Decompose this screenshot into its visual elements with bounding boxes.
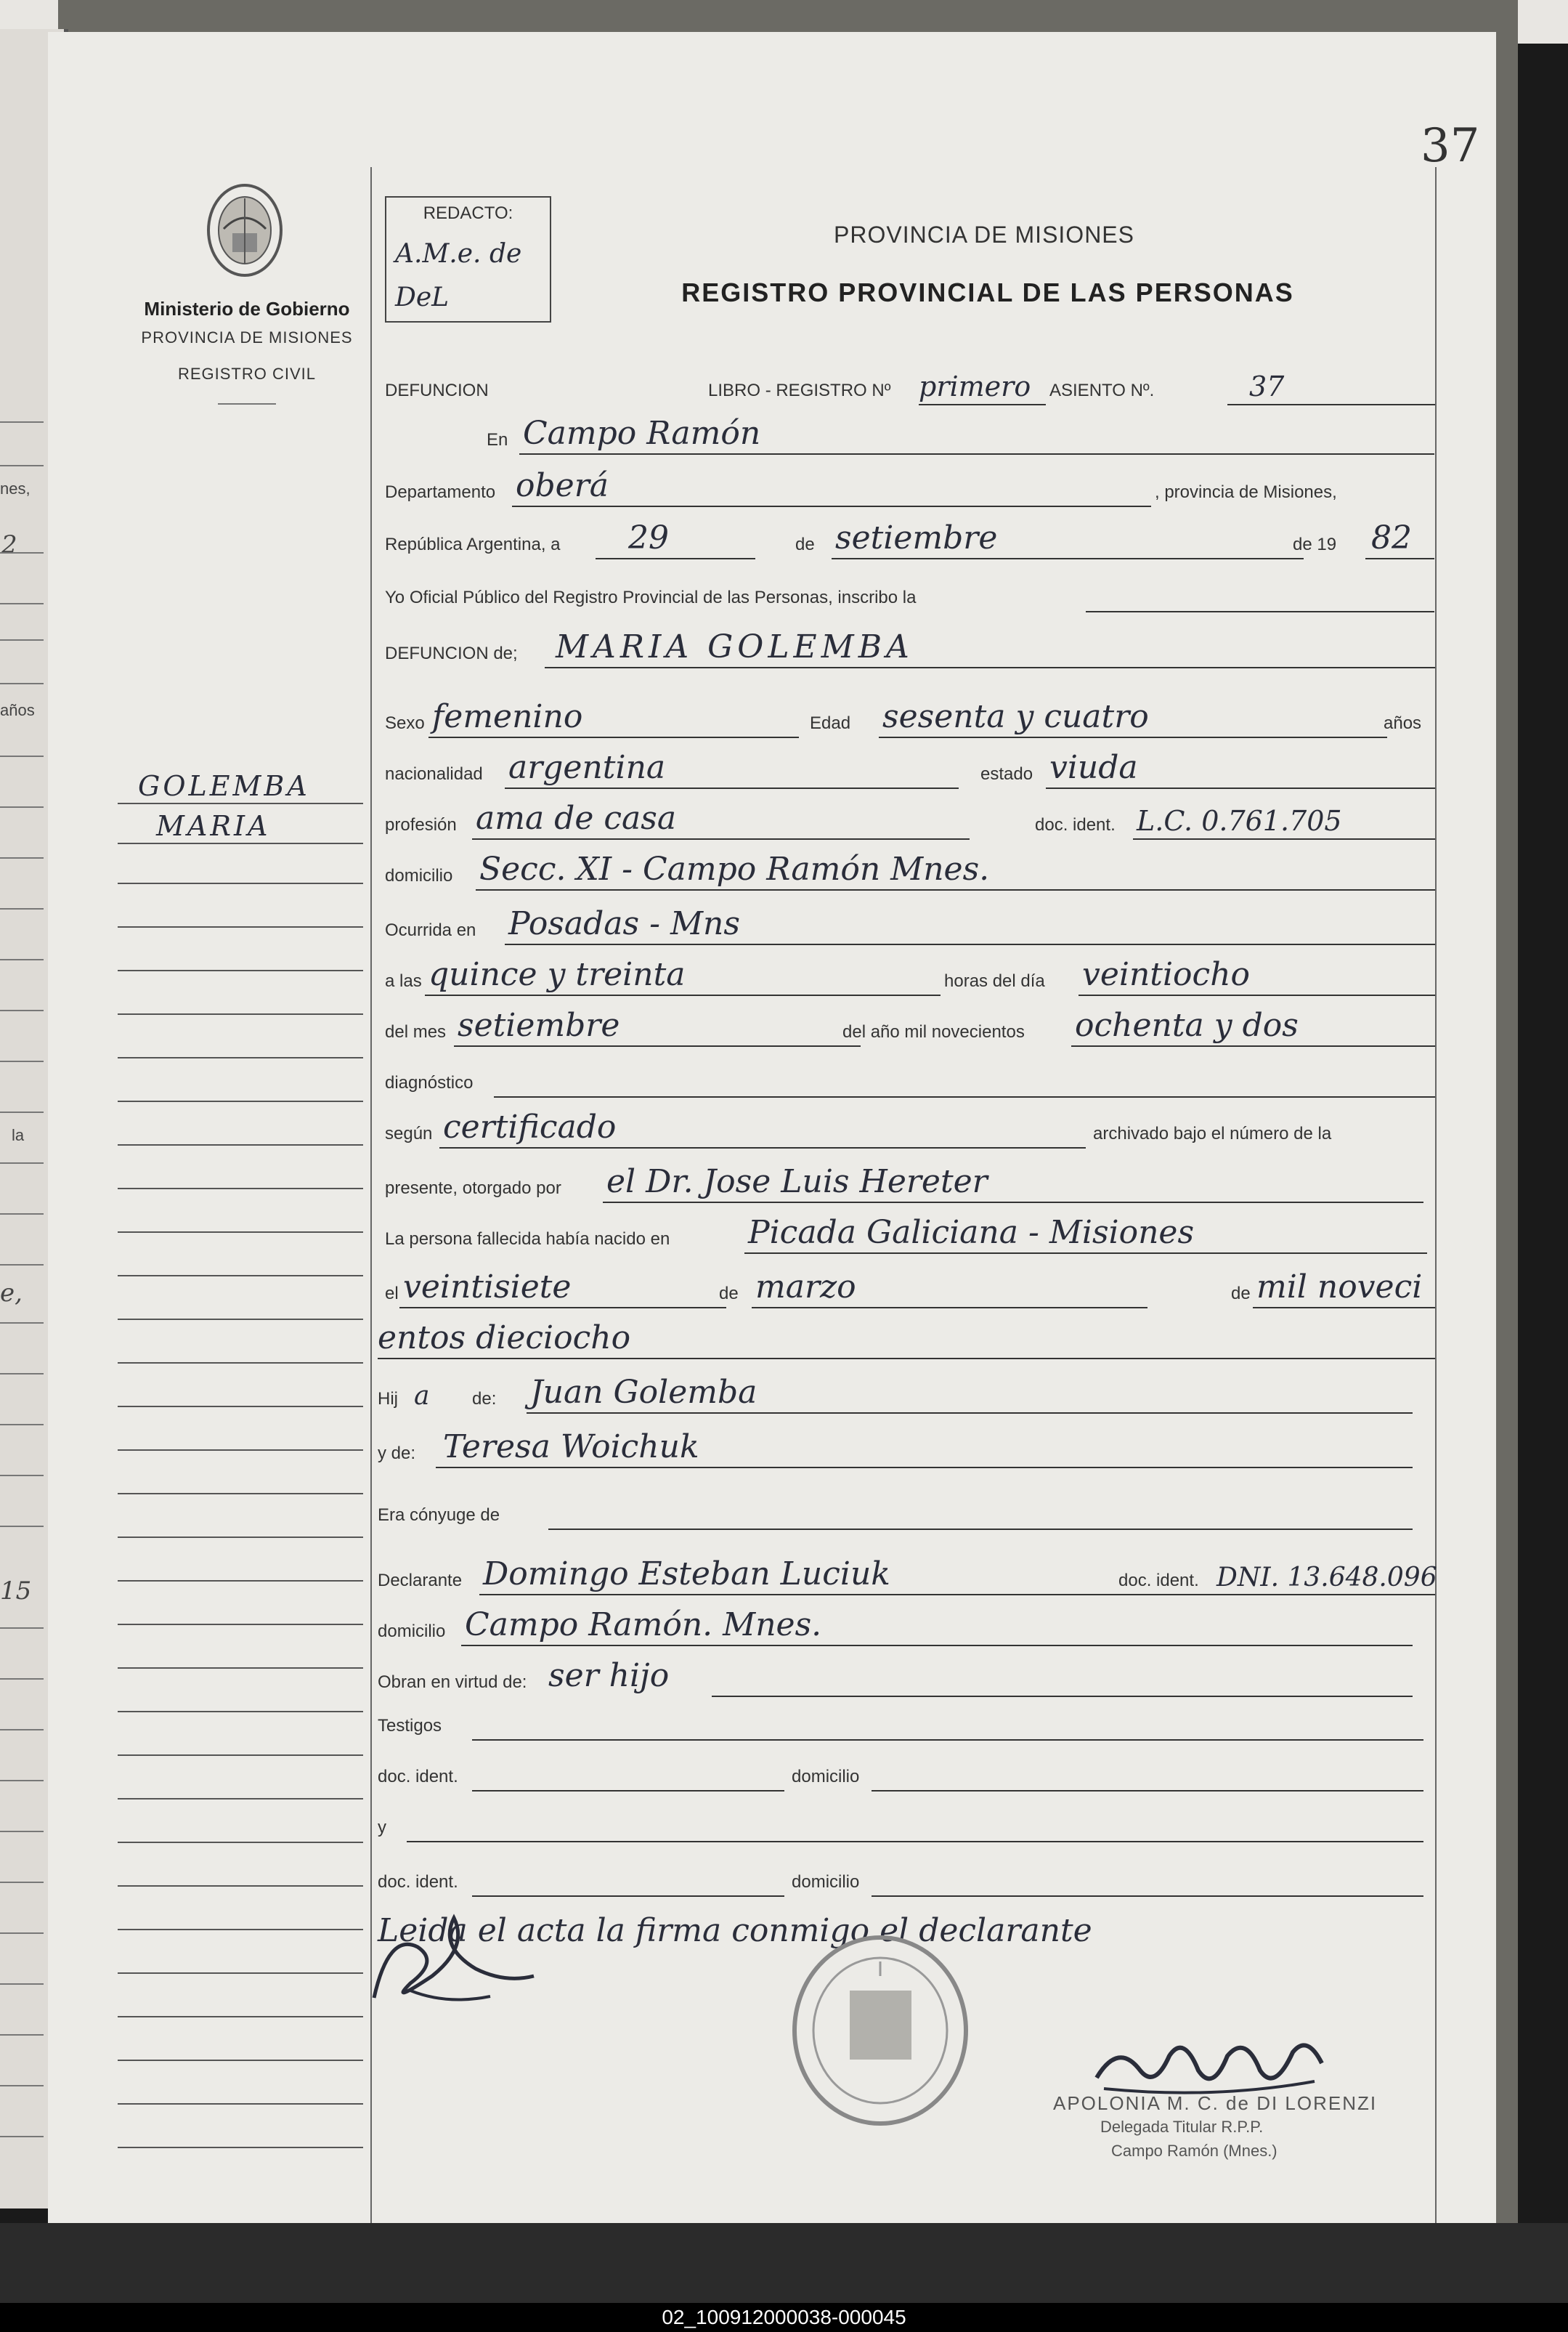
left-page-fragment: años	[0, 701, 35, 719]
defuncion-label: DEFUNCION	[385, 381, 489, 400]
row-nacionalidad	[378, 748, 1435, 789]
registrar-role: Delegada Titular R.P.P.	[1100, 2118, 1264, 2136]
row-nacimiento-ano	[378, 1319, 1435, 1359]
declarante-label: Declarante	[378, 1571, 463, 1590]
closing-text: Leida el acta la firma conmigo el declarante	[378, 1912, 1092, 1949]
registrar-name: APOLONIA M. C. de DI LORENZI	[1053, 2092, 1378, 2114]
row-conyuge	[378, 1489, 1435, 1530]
row-declarante-domicilio	[378, 1606, 1435, 1646]
row-testigo-2	[378, 1802, 1435, 1842]
row-testigo-2-doc	[378, 1856, 1435, 1897]
row-en	[378, 415, 1435, 455]
entos-value: entos dieciocho	[378, 1319, 631, 1356]
oficial-text: Yo Oficial Público del Registro Provincial de las Personas, inscribo la	[385, 588, 917, 607]
nac-mes-value: marzo	[755, 1268, 856, 1305]
divider	[218, 403, 276, 405]
nac-de-label: de	[719, 1284, 739, 1303]
row-profesion	[378, 799, 1435, 840]
defuncion-de-label: DEFUNCION de;	[385, 644, 518, 663]
nombre-value: MARIA GOLEMBA	[556, 628, 914, 665]
row-testigos	[378, 1700, 1435, 1741]
del-ano-label: del año mil novecientos	[842, 1022, 1025, 1042]
obran-value: ser hijo	[548, 1657, 670, 1694]
declarant-signature-icon	[367, 1903, 541, 2012]
file-id: 02_100912000038-000045	[662, 2306, 906, 2328]
row-declarante	[378, 1555, 1435, 1595]
y-label: y	[378, 1818, 386, 1837]
obran-label: Obran en virtud de:	[378, 1672, 527, 1692]
de19-label: de 19	[1293, 535, 1337, 554]
republica-label: República Argentina, a	[385, 535, 561, 554]
right-border-rule	[1435, 167, 1437, 2223]
row-hijo	[378, 1373, 1435, 1414]
departamento-label: Departamento	[385, 482, 496, 502]
row-obran	[378, 1656, 1435, 1697]
row-libro	[378, 371, 1435, 405]
archivado-label: archivado bajo el número de la	[1093, 1124, 1332, 1143]
estado-label: estado	[980, 764, 1033, 784]
edad-label: Edad	[810, 713, 851, 733]
provincial-coat-of-arms-icon	[203, 178, 287, 280]
de-mil-value: mil noveci	[1256, 1268, 1423, 1305]
y-de-label: y de:	[378, 1444, 416, 1463]
hijo-suffix: a	[414, 1381, 430, 1411]
margin-given-name: MARIA	[156, 810, 271, 842]
diagnostico-label: diagnóstico	[385, 1073, 474, 1093]
official-round-stamp-icon	[788, 1932, 973, 2129]
a-las-label: a las	[385, 971, 422, 991]
left-page-fragment: nes,	[0, 479, 31, 498]
testigos-label: Testigos	[378, 1716, 442, 1736]
libro-value: primero	[919, 371, 1031, 402]
page-number: 37	[1421, 119, 1480, 173]
redacto-value: A.M.e. de DeL	[395, 239, 522, 312]
ocurrida-label: Ocurrida en	[385, 920, 476, 940]
registro-civil-label: REGISTRO CIVIL	[177, 365, 317, 383]
hijo-label: Hij	[378, 1389, 398, 1409]
year-value: 82	[1371, 519, 1412, 556]
day-value: 29	[628, 519, 669, 556]
horas-dia-label: horas del día	[944, 971, 1045, 991]
de-mil-label: de	[1231, 1284, 1251, 1303]
profesion-label: profesión	[385, 815, 457, 835]
nacionalidad-value: argentina	[508, 749, 666, 786]
en-value: Campo Ramón	[523, 415, 761, 452]
libro-label: LIBRO - REGISTRO Nº	[708, 381, 891, 400]
row-defuncion-de	[378, 628, 1435, 668]
row-madre	[378, 1428, 1435, 1468]
asiento-label: ASIENTO Nº.	[1049, 381, 1155, 400]
testigo-1-domicilio-label: domicilio	[792, 1767, 860, 1786]
row-ocurrida	[378, 904, 1435, 945]
dia-value: veintiocho	[1082, 956, 1251, 993]
row-nacido	[378, 1213, 1435, 1254]
month-value: setiembre	[835, 519, 998, 556]
row-departamento	[378, 467, 1435, 507]
presente-value: el Dr. Jose Luis Hereter	[606, 1163, 988, 1200]
row-sexo-edad	[378, 697, 1435, 738]
nacionalidad-label: nacionalidad	[385, 764, 483, 784]
mes-value: setiembre	[458, 1007, 620, 1044]
row-segun	[378, 1108, 1435, 1149]
testigo-1-doc-label: doc. ident.	[378, 1767, 458, 1786]
sexo-label: Sexo	[385, 713, 425, 733]
del-mes-label: del mes	[385, 1022, 447, 1042]
province-name-small: PROVINCIA DE MISIONES	[141, 328, 353, 347]
provincia-suffix: , provincia de Misiones,	[1155, 482, 1337, 502]
left-page-fragment: e,	[0, 1279, 23, 1308]
declarante-domicilio-value: Campo Ramón. Mnes.	[465, 1606, 822, 1643]
madre-value: Teresa Woichuk	[443, 1428, 699, 1465]
row-diagnostico	[378, 1057, 1435, 1098]
row-testigo-1	[378, 1751, 1435, 1791]
hora-value: quince y treinta	[428, 956, 686, 993]
asiento-value: 37	[1249, 371, 1285, 402]
row-mes-ano	[378, 1006, 1435, 1047]
left-page-fragment: 15	[0, 1576, 32, 1606]
padre-value: Juan Golemba	[530, 1374, 757, 1411]
redacto-label: REDACTO:	[423, 203, 513, 223]
ocurrida-value: Posadas - Mns	[508, 905, 740, 942]
presente-label: presente, otorgado por	[385, 1178, 561, 1198]
row-oficial	[378, 578, 1435, 612]
row-presente	[378, 1162, 1435, 1203]
testigo-2-doc-label: doc. ident.	[378, 1872, 458, 1892]
domicilio-value: Secc. XI - Campo Ramón Mnes.	[479, 851, 990, 888]
margin-surname: GOLEMBA	[138, 770, 310, 802]
sexo-value: femenino	[432, 698, 583, 735]
declarante-doc-value: DNI. 13.648.096	[1216, 1563, 1437, 1592]
left-page-fragment: 2	[1, 530, 17, 559]
profesion-value: ama de casa	[476, 800, 677, 837]
registry-title: REGISTRO PROVINCIAL DE LAS PERSONAS	[681, 278, 1294, 307]
nacido-label: La persona fallecida había nacido en	[385, 1229, 670, 1249]
declarante-domicilio-label: domicilio	[378, 1622, 446, 1641]
registrar-place: Campo Ramón (Mnes.)	[1111, 2142, 1277, 2160]
segun-label: según	[385, 1124, 433, 1143]
departamento-value: oberá	[516, 467, 609, 504]
segun-value: certificado	[443, 1109, 617, 1146]
conyuge-label: Era cónyuge de	[378, 1505, 500, 1525]
nac-dia-value: veintisiete	[403, 1268, 572, 1305]
edad-value: sesenta y cuatro	[882, 698, 1149, 735]
el-label: el	[385, 1284, 399, 1303]
anos-label: años	[1384, 713, 1422, 733]
ministry-name: Ministerio de Gobierno	[144, 298, 350, 320]
row-nacimiento-fecha	[378, 1268, 1435, 1308]
declarante-doc-label: doc. ident.	[1118, 1571, 1199, 1590]
table-surface	[0, 2223, 1568, 2307]
en-label: En	[487, 430, 508, 450]
testigo-2-domicilio-label: domicilio	[792, 1872, 860, 1892]
doc-ident-value: L.C. 0.761.705	[1137, 805, 1342, 837]
de-label: de	[795, 535, 815, 554]
declarante-value: Domingo Esteban Luciuk	[483, 1555, 890, 1592]
estado-value: viuda	[1049, 749, 1138, 786]
row-domicilio	[378, 850, 1435, 891]
doc-ident-label: doc. ident.	[1035, 815, 1116, 835]
domicilio-label: domicilio	[385, 866, 453, 886]
row-hora	[378, 955, 1435, 996]
left-page-fragment: la	[12, 1126, 25, 1144]
ano-value: ochenta y dos	[1075, 1007, 1299, 1044]
nacido-value: Picada Galiciana - Misiones	[748, 1214, 1195, 1251]
row-fecha	[378, 519, 1435, 559]
hijo-de-label: de:	[472, 1389, 497, 1409]
redacto-box	[385, 196, 551, 323]
province-title: PROVINCIA DE MISIONES	[834, 222, 1134, 248]
file-id-bar	[0, 2303, 1568, 2332]
